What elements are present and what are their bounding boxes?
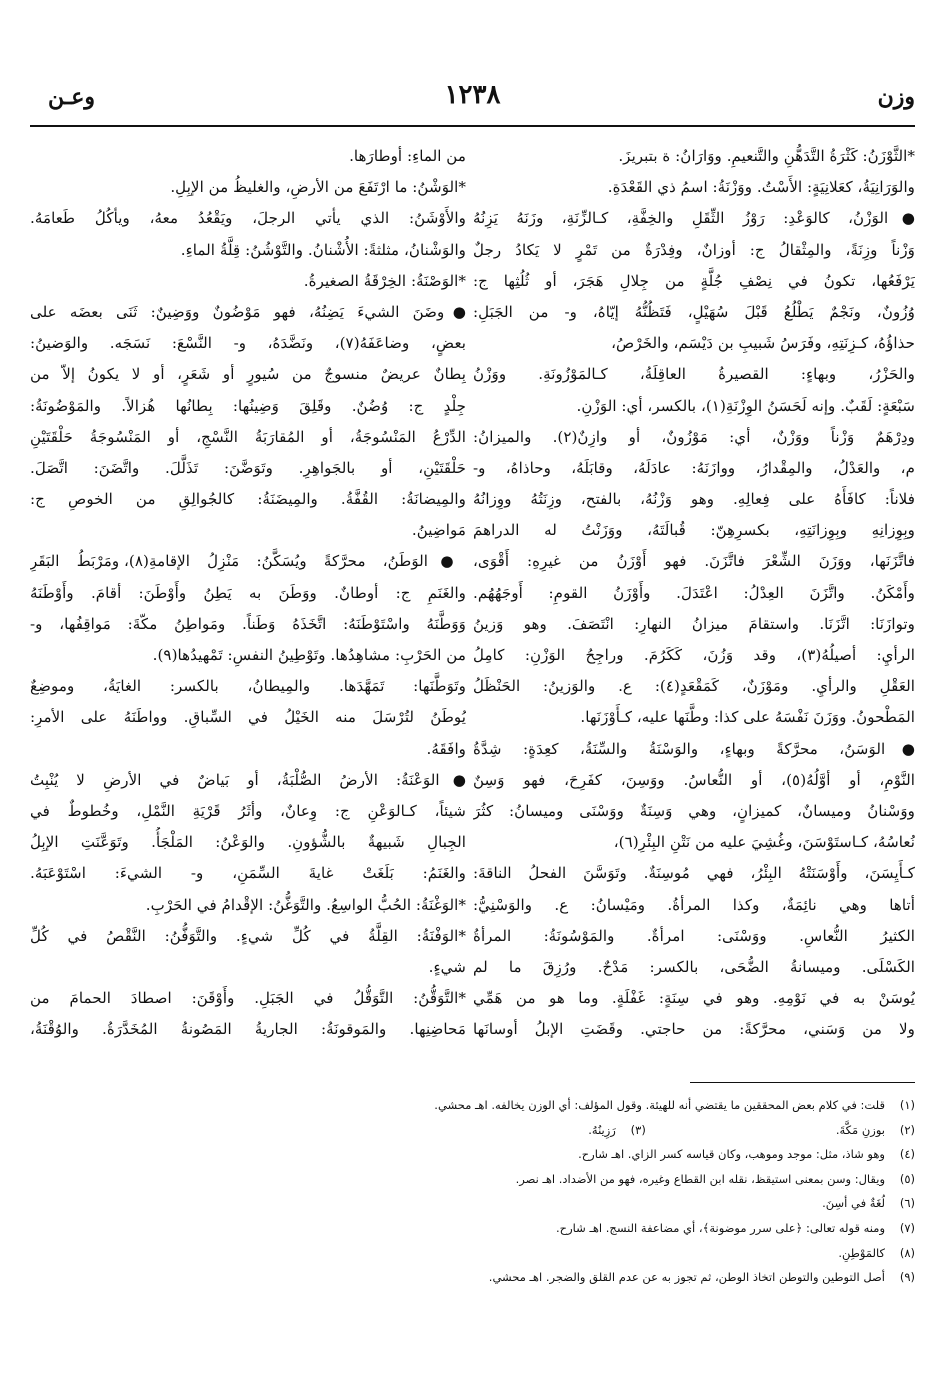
footnote-number: (٢)	[899, 1122, 915, 1137]
text-line: مَحاضِنِها. والمَوقونَةُ: الجاريةُ المَصُونةُ المُخَدَّرَةُ. والوُقْنَةُ،	[30, 1020, 466, 1039]
footnote-number: (٥)	[899, 1171, 915, 1186]
text-line: *الثَّوْزَنُ: كَثْرَةُ التَّدَهُّنِ والتَّنعيمِ. ووَارَانُ: ة بتبريزَ.	[618, 147, 915, 165]
footnote-text: بوزنِ مَكَّةَ.	[835, 1122, 885, 1137]
text-line: والمِيضانَةُ: القُفَّةُ. والمِيضَنَةُ: كالجُوالِقِ من الخوصِ ج:	[30, 490, 466, 509]
text-line: النَّوْمِ، أو أوَّلُهُ(٥)، أو النُّعاسُ. ووَسِنَ، كفَرِحَ، فهو وَسِنٌ	[473, 770, 915, 789]
text-column-left	[30, 141, 466, 1045]
footnote-text: ومنه قوله تعالى: ﴿على سرر موضونة﴾، أي مضاعفة النسج. اهـ شارح.	[556, 1220, 885, 1235]
text-line: يُوسَنْ به في نَوْمِهِ. وهو في سِنَةٍ: غَفْلَةٍ. وما هو من هَمِّي	[473, 989, 915, 1008]
text-line: وتَوَطَّنَها: تَمَهَّدَها. والمِيطانُ، بالكسر: الغايَةُ، وموضِعٌ	[30, 677, 466, 696]
text-line: وأَمْكَنُ. واتَّزَنَ العِدْلُ: اعْتَدَلَ. وأَوْزَنُ القومِ: أَوجَهُهُم.	[473, 583, 915, 602]
footnote-number: (٦)	[899, 1196, 915, 1211]
footnote	[215, 1167, 915, 1192]
footnote	[215, 1142, 915, 1167]
text-column-right	[473, 141, 915, 1045]
footnote-text: وهو شاذ، مثل: موجد وموهب، وكان قياسه كسر الزاي. اهـ شارح.	[578, 1147, 885, 1162]
text-line: ●الوَعْنَةُ: الأرضُ الصُّلْبَةُ، أو بَياضٌ في الأرضِ لا يُنْبِتُ	[30, 770, 466, 789]
footnote-text: لُغَةٌ في أسِنَ.	[822, 1196, 885, 1211]
text-line: يُوطَنُ لتُرْسَلَ منه الخَيْلُ في السِّباقِ. وواطَنَهُ على الأمرِ:	[30, 708, 466, 727]
text-line: وبِوِزانِهِ وبِوِزانَتِهِ، بكسرِهِنّ: قُبالَتَهُ، ووَزَنْتُ له الدراهمَ	[473, 521, 915, 540]
text-line: وُزُونٌ، ونَجْمٌ يَطْلُعُ قَبْلَ سُهَيْلٍ، فَتَظُنُّهُ إيّاهُ، و- من الجَبَلِ:	[473, 302, 915, 321]
text-line: ولا من وَسَني، محرَّكةً: من حاجتي. وقَضَتِ الإبلُ أوسانَها	[473, 1020, 915, 1039]
text-line: حذاؤُهُ، كـزِنَتِهِ، وفَرَسُ شَبيبِ بن دَيْسَم، والخَرْصُ،	[611, 334, 915, 353]
running-head-first-root: وزن	[877, 84, 915, 110]
text-line: *الوَشْنُ: ما ارْتَفَعَ من الأرضِ، والغليظُ من الإبِلِ.	[170, 178, 466, 197]
text-line: الجِبالِ شَبيهةٌ بالشُّؤونِ. والوَعْنُ: المَلْجَأُ. وتَوَعَّنَتِ الإبِلُ	[30, 833, 466, 852]
text-line: نُعاسُهُ، كـاستَوْسَنَ، وغُشِيَ عليه من نَتْنِ البِئْرِ(٦)،	[613, 833, 915, 852]
text-line: من الماءِ: أوطارَها.	[349, 147, 466, 165]
text-line: شيئاً، كـالوَعْنِ ج: وِعانٌ، وأثَرُ قَرْيَةِ النَّمْلِ، وخُطوطٌ في	[30, 801, 466, 820]
footnote-number: (٣)	[630, 1122, 646, 1137]
footnote	[215, 1118, 915, 1143]
text-line: والوَرَانِيَةُ، كعَلانِيَةٍ: الأَسْتُ. ووَزْنَةُ: اسمُ ذي القَعْدَةِ.	[607, 178, 915, 197]
footnote-text: ويقال: وسن بمعنى استيقظ، نقله ابن القطاع وغيره، فهو من الأضداد. اهـ نصر.	[515, 1171, 885, 1186]
text-line: فلاناً: كافَأَهُ على فِعالِهِ. وهو وَزْنُهُ، بالفتح، وزِنَتُهُ ووِزانُهُ	[473, 490, 915, 509]
footnote-text: رَزِينُهُ.	[588, 1122, 616, 1137]
footnote-number: (١)	[899, 1098, 915, 1112]
text-line: أتاها وهي نائِمَةٌ، وكذا المرأةُ. ومَيْسانُ: ع. والوَسْنِيُّ:	[473, 895, 915, 914]
text-line: والأَوْشَنُ: الذي يأتي الرجلَ، ويَقْعُدُ معهُ، ويأكُلُ طَعامَهُ.	[30, 209, 466, 228]
text-line: ووَسْنانُ وميسانٌ، كميزانٍ، وهي وَسِنَةٌ ووَسْنَى وميسانُ: كثُرَ	[473, 801, 915, 820]
text-line: فاتَّزَنَها، ووَزَنَ الشِّعْرَ فاتَّزَنَ. فهو أَوْزَنُ من غيرِهِ: أَقْوَى،	[473, 552, 915, 571]
text-line: *الوَفْنَةُ: القِلَّةُ في كُلِّ شيءٍ. والتَّوَفُّنُ: النَّقْصُ في كُلِّ	[30, 926, 466, 945]
text-line: وافَقَهُ.	[426, 739, 466, 758]
text-line: سَبْعَةٍ: لَقَبٌ. وإنه لَحَسَنُ الوِزْنَةِ(١)، بالكسر، أي: الوَزْنِ.	[576, 396, 915, 415]
text-line: شيءٍ.	[428, 957, 466, 976]
text-line: من الحَرْبِ: مشاهِدُها. وتَوْطِينُ النفسِ: تَمْهيدُها(٩).	[152, 646, 466, 664]
footnote	[215, 1241, 915, 1266]
text-line: الدِّرْعُ المَنْسُوجَةُ، أو المُقارَبَةُ النَّسْجِ، أو المَنْسُوجَةُ حَلْقَتَيْنِ	[30, 427, 466, 446]
text-line: مَواضِينُ.	[411, 521, 466, 540]
text-line: بِطانٌ عريضٌ منسوجٌ من سُيورٍ أو شَعَرٍ، أو لا يكونُ إلاّ من	[30, 365, 466, 384]
text-line: والغَنَمِ ج: أوطانٌ. ووَطَنَ به يَطِنُ وأَوْطَنَ: أقامَ. وأَوْطَنَهُ	[30, 583, 466, 602]
footnote	[215, 1093, 915, 1118]
page-number: ١٢٣٨	[444, 80, 501, 110]
text-line: ●الوَطَنُ، محرَّكةً ويُسَكَّنُ: مَنْزِلُ الإقامةِ(٨)، ومَرْبَطُ البَقَرِ	[30, 552, 466, 571]
text-line: ●الوَزْنُ، كالوَعْدِ: رَوْزُ الثِّقَلِ والخِفَّةِ، كـالزِّنَةِ، وزَنَهُ يَزِنُهُ	[473, 209, 915, 228]
text-line: ●الوَسَنُ، محرَّكةً وبهاءٍ، والوَسْنَةُ والسِّنَةُ، كعِدَةٍ: شِدَّةُ	[473, 739, 915, 758]
footnote-separator	[690, 1082, 915, 1083]
footnote	[215, 1191, 915, 1216]
header-rule	[30, 125, 915, 127]
footnote-number: (٩)	[899, 1270, 915, 1285]
text-line: كـأَيِسَنَ، وأَوْسَنَتْهُ البِئْرُ، فهي مُوسِنَةٌ. وتَوَسَّنَ الفحلُ الناقةَ:	[473, 864, 915, 883]
footnote-number: (٧)	[899, 1220, 915, 1235]
text-line: المَطْحونُ. ووَزَنَ نَفْسَهُ على كذا: وطَّنَها عليه، كـأَوْزَنَها.	[580, 708, 915, 727]
text-line: *التَّوَقُّنُ: التَّوَقُّلُ في الجَبَلِ. وأَوْقَنَ: اصطادَ الحمامَ من	[30, 989, 466, 1008]
text-line: والغَنَمُ: بَلَغَتْ غايةَ السِّمَنِ، و- الشيءَ: اسْتَوْعَبَهُ.	[30, 864, 466, 883]
text-line: *الوَصْنَةُ: الخِرْقَةُ الصغيرةُ.	[303, 271, 466, 290]
text-line: *الوَغْنَةُ: الحُبُّ الواسِعُ. والتَّوَغُّنُ: الإقْدامُ في الحَرْبِ.	[145, 895, 466, 914]
text-line: وَوَطَّنَهُ واسْتَوْطَنَهُ: اتَّخَذَهُ وَطَناً. ومَواطِنُ مكّةَ: مَواقِفُها، و-	[30, 614, 466, 633]
text-line: والوَشْنانُ، مثلثةً: الأُشْنانُ. والتَّوْشُنُ: قِلَّةُ الماءِ.	[180, 240, 466, 259]
text-line: بعضٍ، وضاعَفَهُ(٧)، ونَضَّدَهُ، و- النَّسْعَ: نَسَجَه. والوَضينُ:	[30, 334, 466, 353]
text-line: الكَسْلَى. وميسانةُ الضُّحَى، بالكسر: مَدْحٌ. ورُزِقَ ما لم	[473, 957, 915, 976]
text-line: ودِرْهَمٌ وَزْناً ووَزْنٌ، أي: مَوْزُونٌ، أو وازِنٌ(٢). والميزانُ:	[473, 427, 915, 446]
text-line: جِلْدٍ ج: وُضُنٌ. وقَلِقَ وَضِينُها: بِطانُها هُزالاً. والمَوْضُونَةُ:	[30, 396, 466, 415]
footnote	[215, 1265, 915, 1290]
text-line: الرأيِ: أصيلُهُ(٣)، وقد وَزُنَ، كَكَرُمَ. وراجِحُ الوَزْنِ: كامِلُ	[473, 646, 915, 664]
text-line: والحَزْرُ، وبهاءٍ: القصيرةُ العاقِلَةُ، كـالمَوْزُونَةِ. ووَزْنُ	[473, 365, 915, 384]
text-line: ●وضَنَ الشيءَ يَضِنُهُ، فهو مَوْضُونٌ ووَضِينٌ: ثَنَى بعضَه على	[30, 302, 466, 321]
footnote-number: (٨)	[899, 1245, 915, 1260]
text-line: م، والعَدْلُ، والمِقْدارُ، ووازَنَهُ: عادَلَهُ، وقابَلَهُ، وحاذاهُ، و-	[473, 458, 915, 477]
text-line: الكثيرُ النُّعاسِ. ووَسْنَى: امرأةٌ. والمَوْسُونَةُ: المرأةُ	[473, 926, 915, 945]
text-line: العَقْلِ والرأيِ. ومَوْزَنٌ، كَمَقْعَدٍ(٤): ع. والوَزينُ: الحَنْظَلُ	[473, 677, 915, 696]
text-line: يَرْفَعُها، تكونُ في نِصْفِ جُلَّةٍ من جِلالِ هَجَرَ، أو ثُلُثِها ج:	[473, 271, 915, 290]
footnote-number: (٤)	[899, 1147, 915, 1162]
footnotes	[215, 1093, 915, 1290]
text-line: حَلْقَتَيْنِ، أو بالجَواهِرِ. وتَوَضَّنَ: تَذَلَّلَ. واتَّضَنَ: اتَّصَلَ.	[30, 458, 466, 477]
text-line: وتوازَنَا: اتَّزَنَا. واستقامَ ميزانُ النهارِ: انْتَصَفَ. وهو وَزينُ	[473, 614, 915, 633]
footnote-text: كالمَوْطِنِ.	[838, 1245, 885, 1260]
footnote	[215, 1216, 915, 1241]
running-head-last-root: وعـن	[48, 84, 95, 110]
footnote-text: قلت: في كلام بعض المحققين ما يقتضي أنه للهيئة. وقول المؤلف: أي الوزن يخالفه. اهـ محشي.	[434, 1098, 885, 1112]
text-line: وَزْناً وزِنَةً، والمِثْقالُ ج: أوزانٌ، وفِدْرَةٌ من تَمْرٍ لا يَكادُ رجلٌ	[473, 240, 915, 259]
footnote-text: أصل التوطين والتوطن اتخاذ الوطن، ثم تجوز به عن عدم القلق والضجر. اهـ محشي.	[488, 1270, 885, 1285]
